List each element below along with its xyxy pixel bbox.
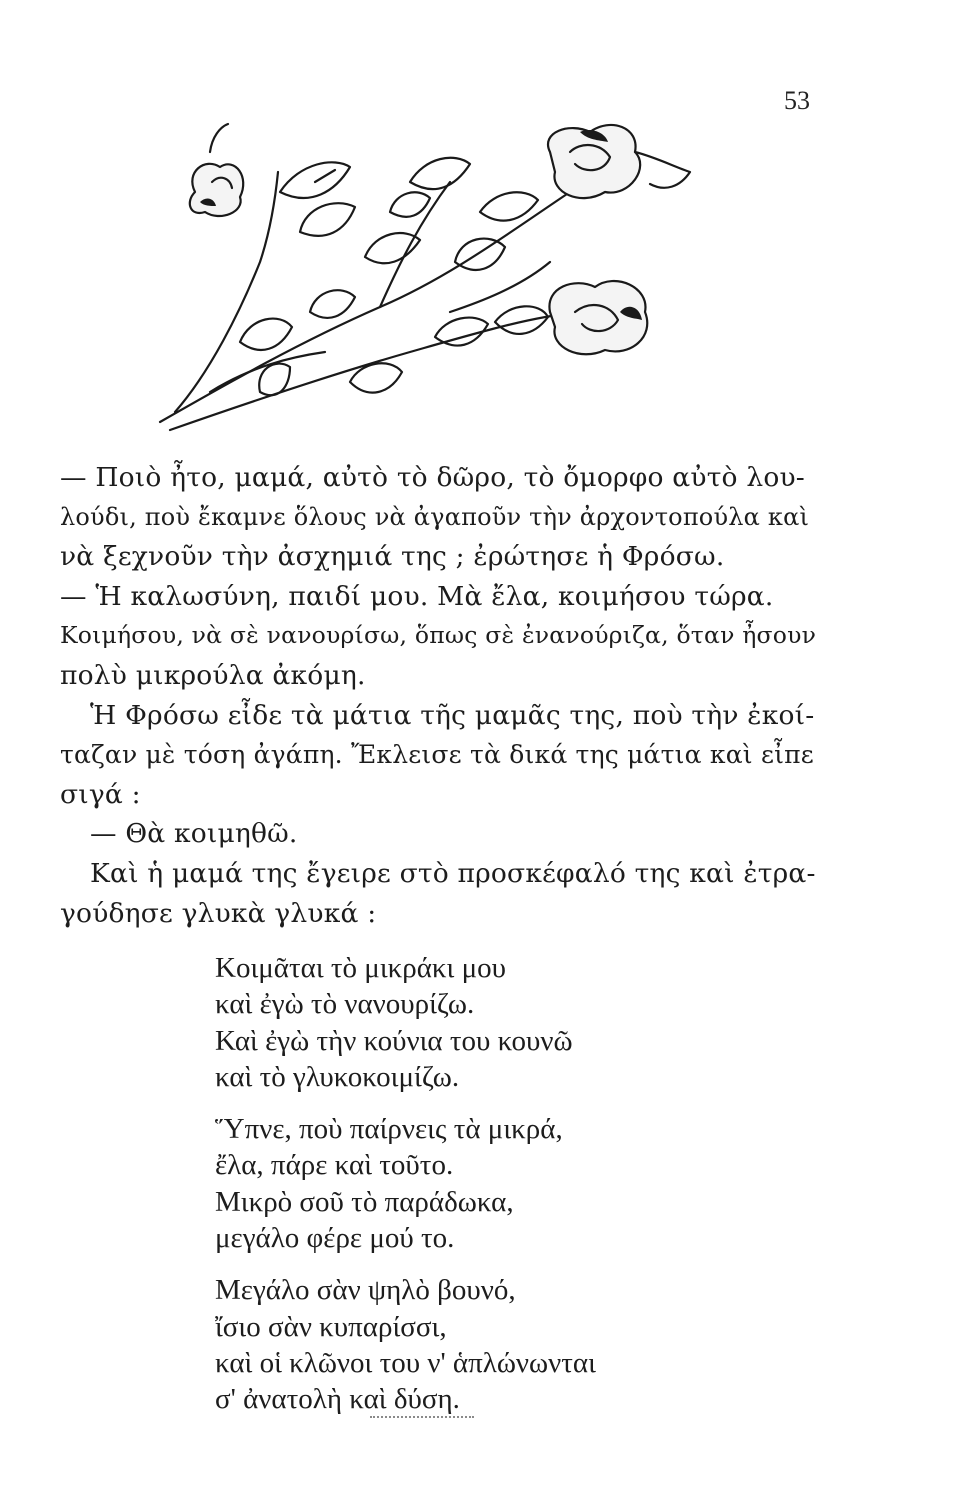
lullaby-poem <box>215 950 596 1434</box>
prose-line: γούδησε γλυκὰ γλυκά : <box>60 897 377 929</box>
poem-line: Ὕπνε, ποὺ παίρνεις τὰ μικρά, <box>215 1113 563 1146</box>
poem-line: ἔλα, πάρε καὶ τοῦτο. <box>215 1149 454 1182</box>
prose-line: — Ἡ καλωσύνη, παιδί μου. Μὰ ἔλα, κοιμήσου τώρα. <box>60 580 774 612</box>
prose-line: — Ποιὸ ἦτο, μαμά, αὐτὸ τὸ δῶρο, τὸ ὄμορφο αὐτὸ λου- <box>60 462 805 493</box>
prose-line: — Θὰ κοιμηθῶ. <box>90 818 298 850</box>
poem-line: μεγάλο φέρε μού το. <box>215 1222 455 1255</box>
prose-line: νὰ ξεχνοῦν τὴν ἀσχημιά της ; ἐρώτησε ἡ Φρόσω. <box>60 541 725 573</box>
poem-stanza <box>215 1272 596 1417</box>
poem-line: Μεγάλο σὰν ψηλὸ βουνό, <box>215 1274 516 1307</box>
poem-line: καὶ ἐγὼ τὸ νανουρίζω. <box>215 988 475 1021</box>
page-number: 53 <box>784 86 810 115</box>
rose-branch-illustration <box>150 112 695 442</box>
poem-line: καὶ τὸ γλυκοκοιμίζω. <box>215 1060 460 1093</box>
prose-line: Κοιμήσου, νὰ σὲ νανουρίσω, ὅπως σὲ ἐνανούριζα, ὅταν ἦσουν <box>60 621 817 650</box>
prose-line: σιγά : <box>60 778 141 810</box>
poem-line: Καὶ ἐγὼ τὴν κούνια του κουνῶ <box>215 1024 573 1057</box>
prose-line: πολὺ μικρούλα ἀκόμη. <box>60 659 366 691</box>
prose-line: ταζαν μὲ τόση ἀγάπη. Ἔκλεισε τὰ δικά της μάτια καὶ εἶπε <box>60 740 814 770</box>
poem-stanza <box>215 950 596 1095</box>
poem-line: Μικρὸ σοῦ τὸ παράδωκα, <box>215 1185 514 1218</box>
poem-line: ἴσιο σὰν κυπαρίσσι, <box>215 1310 447 1343</box>
poem-stanza <box>215 1111 596 1256</box>
prose-line: λούδι, ποὺ ἔκαμνε ὅλους νὰ ἀγαποῦν τὴν ἀρχοντοπούλα καὶ <box>60 502 810 531</box>
poem-line: καὶ οἱ κλῶνοι του ν' ἁπλώνωνται <box>215 1346 596 1379</box>
prose-line: Ἡ Φρόσω εἶδε τὰ μάτια τῆς μαμᾶς της, ποὺ τὴν ἐκοί- <box>90 699 815 731</box>
prose-line: Καὶ ἡ μαμά της ἔγειρε στὸ προσκέφαλό της καὶ ἐτρα- <box>90 857 816 889</box>
poem-line: Κοιμᾶται τὸ μικράκι μου <box>215 952 506 984</box>
end-divider <box>370 1416 474 1418</box>
poem-line: σ' ἀνατολὴ καὶ δύση. <box>215 1383 460 1416</box>
prose-body <box>60 458 822 933</box>
